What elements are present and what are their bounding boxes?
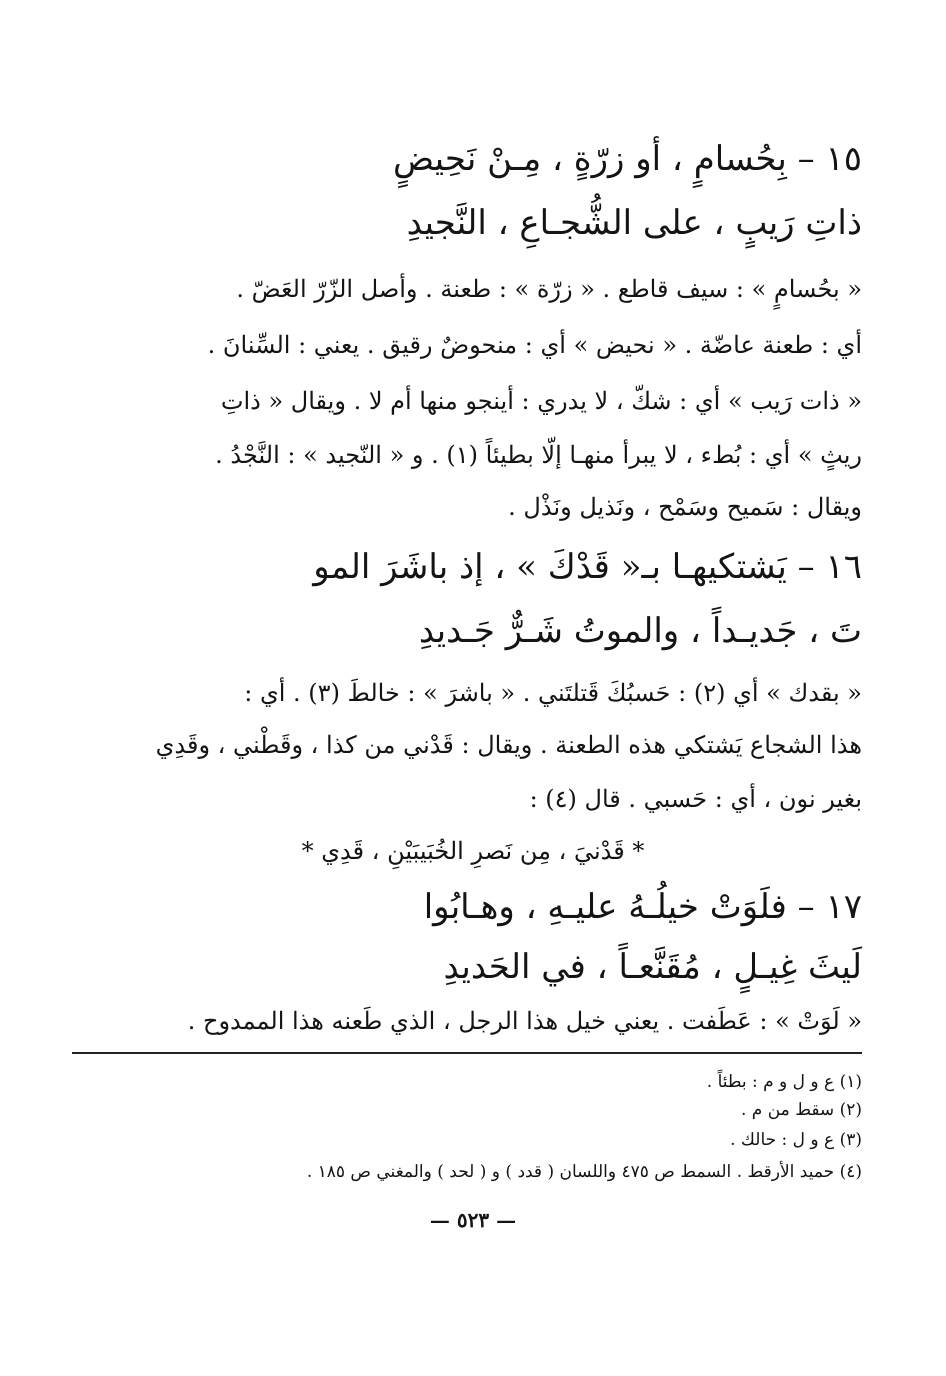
verse-16-second-hemistich: تَ ، جَديـداً ، والموتُ شَـرٌّ جَـديدِ [418, 611, 862, 651]
footnote-1: (١) ع و ل و م : بطئاً . [706, 1072, 862, 1092]
commentary-line: ويقال : سَميح وسَمْح ، ونَذيل ونَذْل . [508, 493, 862, 521]
commentary-line: ريثٍ » أي : بُطء ، لا يبرأ منهـا إلّا بطيئاً (١) . و « النّجيد » : النَّجْدُ . [215, 441, 862, 469]
verse-dash: – [786, 887, 815, 927]
verse-text: يَشتكيهـا بـ« قَدْكَ » ، إذ باشَرَ المو [313, 547, 787, 587]
verse-15-first-hemistich [393, 136, 862, 182]
footnote-4: (٤) حميد الأرقط . السمط ص ٤٧٥ واللسان ( قدد ) و ( لحد ) والمغني ص ١٨٥ . [306, 1162, 862, 1182]
commentary-line: « بحُسامٍ » : سيف قاطع . « زرّة » : طعنة . وأصل الزّرّ العَضّ . [236, 275, 862, 303]
commentary-line: بغير نون ، أي : حَسبي . قال (٤) : [529, 785, 862, 813]
verse-dash: – [786, 547, 815, 587]
verse-text: بِحُسامٍ ، أو زرّةٍ ، مِـنْ نَحِيضٍ [393, 139, 787, 179]
commentary-line: هذا الشجاع يَشتكي هذه الطعنة . ويقال : قَدْني من كذا ، وقَطْني ، وقَدِي [155, 731, 862, 759]
verse-text: فلَوَتْ خيلُـهُ عليـهِ ، وهـابُوا [423, 887, 787, 927]
verse-15-second-hemistich: ذاتِ رَيبٍ ، على الشُّجـاعِ ، النَّجيدِ [406, 203, 862, 243]
commentary-line: « بقدك » أي (٢) : حَسبُكَ قَتلتَني . « باشرَ » : خالطَ (٣) . أي : [244, 679, 862, 707]
page-number: — ٥٢٣ — [429, 1208, 517, 1232]
verse-17-second-hemistich: لَيثَ غِيـلٍ ، مُقَنَّعـاً ، في الحَديدِ [443, 947, 862, 987]
verse-17-first-hemistich [424, 884, 862, 930]
footnote-divider [72, 1052, 862, 1054]
commentary-line: « لَوَتْ » : عَطَفت . يعني خيل هذا الرجل ، الذي طَعنه هذا الممدوح . [187, 1007, 862, 1035]
verse-dash: – [786, 139, 815, 179]
verse-number: ١٥ [825, 139, 862, 179]
verse-16-first-hemistich [313, 544, 862, 590]
footnote-3: (٣) ع و ل : حالك . [730, 1130, 862, 1150]
footnote-2: (٢) سقط من م . [741, 1100, 862, 1120]
commentary-line: « ذات رَيب » أي : شكّ ، لا يدري : أينجو منها أم لا . ويقال « ذاتِ [220, 387, 862, 415]
verse-number: ١٧ [825, 887, 862, 927]
quoted-verse: * قَدْنيَ ، مِن نَصرِ الخُبَيبَيْنِ ، قَدِي * [301, 837, 645, 865]
commentary-line: أي : طعنة عاضّة . « نحيض » أي : منحوضٌ رقيق . يعني : السِّنانَ . [207, 331, 862, 359]
verse-number: ١٦ [825, 547, 862, 587]
